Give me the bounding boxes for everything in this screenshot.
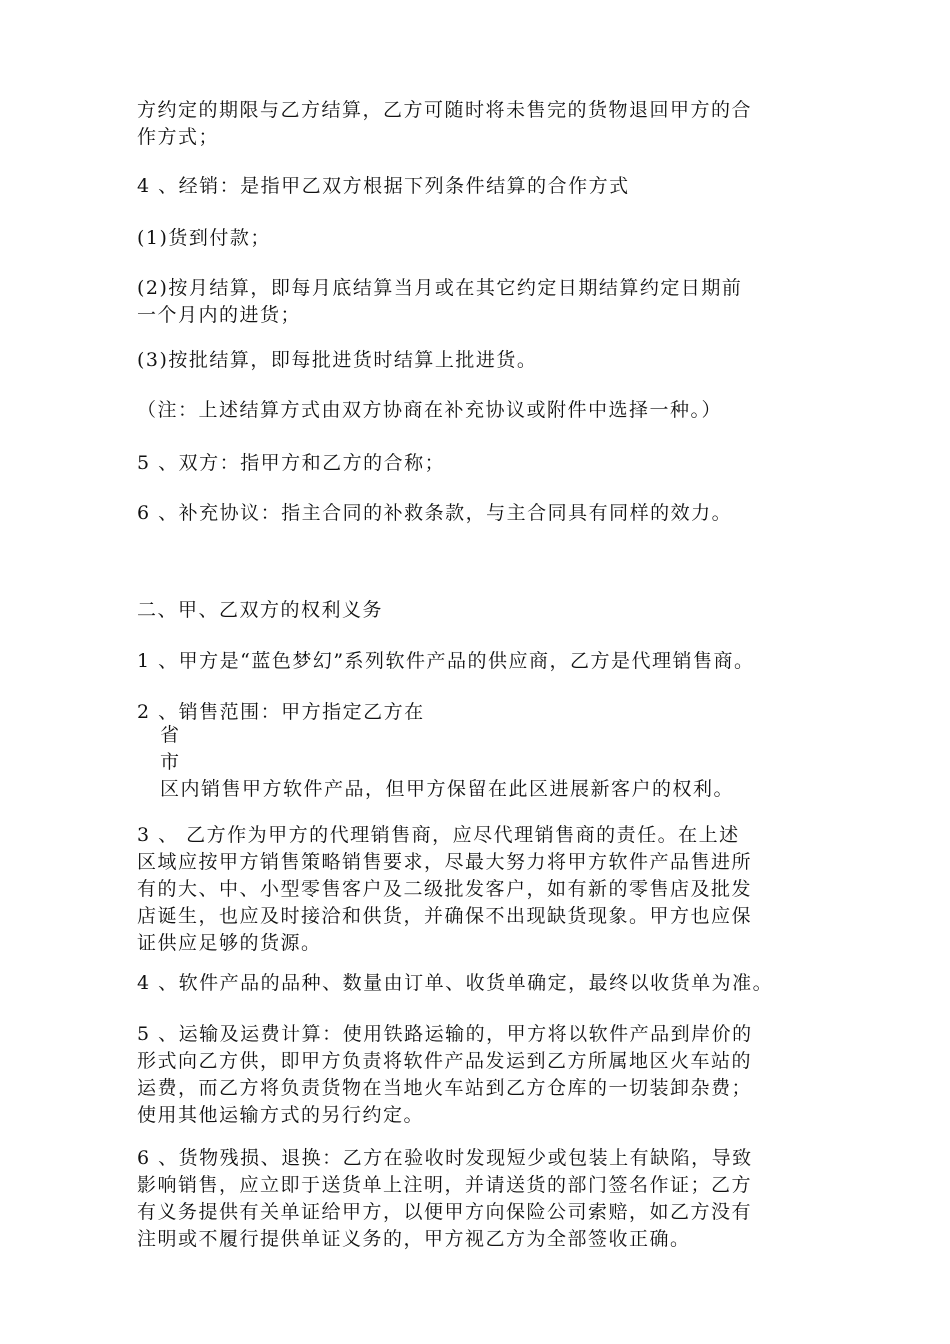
text-line: 一个月内的进货； [137, 304, 302, 326]
text-line: 运费，而乙方将负责货物在当地火车站到乙方仓库的一切装卸杂费； [137, 1077, 753, 1099]
text-line: 有义务提供有关单证给甲方，以便甲方向保险公司索赔，如乙方没有 [137, 1201, 753, 1223]
text-line: 5 、运输及运费计算：使用铁路运输的，甲方将以软件产品到岸价的 [137, 1023, 753, 1045]
province-label: 省 [160, 724, 181, 746]
item-6-supplement: 6 、补充协议：指主合同的补救条款，与主合同具有同样的效力。 [137, 502, 733, 524]
text-line: 3 、 乙方作为甲方的代理销售商，应尽代理销售商的责任。在上述 [137, 824, 740, 846]
text-line: 区域应按甲方销售策略销售要求，尽最大努力将甲方软件产品售进所 [137, 851, 753, 873]
text-line: 使用其他运输方式的另行约定。 [137, 1104, 425, 1126]
section-2-item-4: 4 、软件产品的品种、数量由订单、收货单确定，最终以收货单为准。 [137, 972, 774, 994]
section-2-item-3 [137, 822, 817, 957]
text-line: 作方式； [137, 126, 220, 148]
section-2-title: 二、甲、乙双方的权利义务 [137, 599, 384, 621]
sub-item-1: (1)货到付款； [137, 227, 271, 249]
text-line: 有的大、中、小型零售客户及二级批发客户，如有新的零售店及批发 [137, 878, 753, 900]
city-label: 市 [160, 751, 181, 773]
section-2-item-1: 1 、甲方是“蓝色梦幻”系列软件产品的供应商，乙方是代理销售商。 [137, 650, 755, 672]
text-line: 店诞生，也应及时接洽和供货，并确保不出现缺货现象。甲方也应保 [137, 905, 753, 927]
settlement-note: （注：上述结算方式由双方协商在补充协议或附件中选择一种。） [137, 399, 723, 421]
section-2-item-6 [137, 1145, 817, 1253]
text-line: (2)按月结算，即每月底结算当月或在其它约定日期结算约定日期前 [137, 277, 743, 299]
section-2-item-5 [137, 1021, 817, 1129]
text-line: 方约定的期限与乙方结算，乙方可随时将未售完的货物退回甲方的合 [137, 99, 753, 121]
sub-item-2 [137, 275, 817, 329]
text-line: 形式向乙方供，即甲方负责将软件产品发运到乙方所属地区火车站的 [137, 1050, 753, 1072]
text-line: 注明或不履行提供单证义务的，甲方视乙方为全部签收正确。 [137, 1228, 691, 1250]
sub-item-3: (3)按批结算，即每批进货时结算上批进货。 [137, 349, 538, 371]
text-line: 2 、销售范围：甲方指定乙方在 [137, 701, 425, 723]
item-5-parties: 5 、双方：指甲方和乙方的合称； [137, 452, 446, 474]
text-line: 区内销售甲方软件产品，但甲方保留在此区进展新客户的权利。 [160, 778, 735, 800]
section-2-item-2-blanks [160, 722, 840, 803]
item-4-distribution: 4 、经销：是指甲乙双方根据下列条件结算的合作方式 [137, 175, 630, 197]
text-line: 6 、货物残损、退换：乙方在验收时发现短少或包装上有缺陷，导致 [137, 1147, 753, 1169]
text-line: 影响销售，应立即于送货单上注明，并请送货的部门签名作证；乙方 [137, 1174, 753, 1196]
text-line: 证供应足够的货源。 [137, 932, 322, 954]
intro-paragraph [137, 97, 817, 151]
